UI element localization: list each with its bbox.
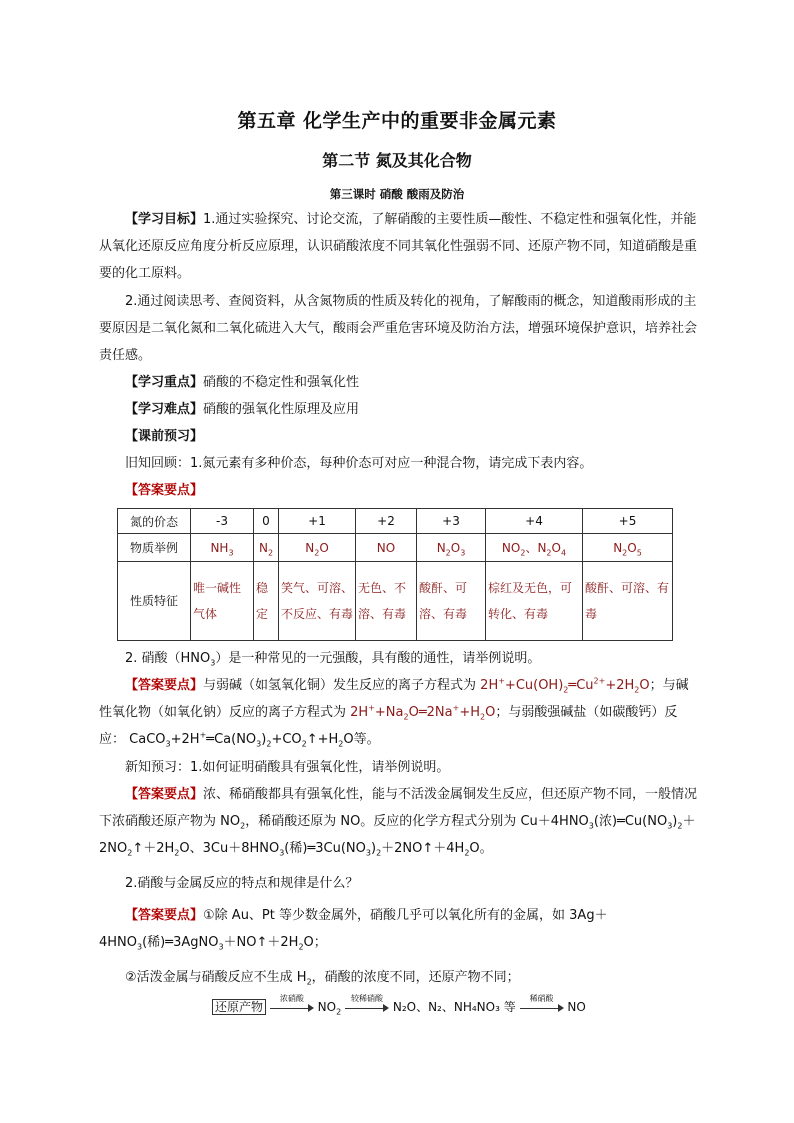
new-answer-2-part-2: ②活泼金属与硝酸反应不生成 $H_2$，硝酸的浓度不同，还原产物不同； xyxy=(125,970,520,987)
table-cell: $NH_3$ xyxy=(191,534,254,562)
table-cell: +2 xyxy=(356,509,417,534)
answer-label-1 xyxy=(99,477,699,504)
learning-objectives-2: 2.通过阅读思考、查阅资料，从含氮物质的性质及转化的视角，了解酸雨的概念，知道酸雨形成的主要原因是二氧化氮和二氧化硫进入大气，酸雨会严重危害环境及防治方法，增强环境保护意识，培养社会责任感。 xyxy=(99,294,698,363)
table-cell: $N_2O_3$ xyxy=(417,534,486,562)
difficulty-label: 【学习难点】 xyxy=(125,402,204,417)
difficulty xyxy=(99,396,699,423)
answer-label: 【答案要点】 xyxy=(125,787,204,802)
chapter-title: 第五章 化学生产中的重要非金属元素 xyxy=(237,110,557,132)
table-cell: $N_2O_5$ xyxy=(583,534,673,562)
lesson-title: 第三课时 硝酸 酸雨及防治 xyxy=(329,187,465,201)
answer-2-text: 等。 xyxy=(353,732,380,747)
table-cell: 唯一碱性气体 xyxy=(191,562,254,641)
table-cell: -3 xyxy=(191,509,254,534)
difficulty-text: 硝酸的强氧化性原理及应用 xyxy=(203,402,360,417)
table-header-cell: 性质特征 xyxy=(118,562,191,641)
arrow-right-icon xyxy=(345,993,389,1014)
question-2-text-b: ）是一种常见的一元强酸，具有酸的通性，请举例说明。 xyxy=(215,651,541,666)
arrow-right-icon xyxy=(520,993,564,1014)
new-answer-2 xyxy=(99,902,699,956)
table-row xyxy=(118,509,673,534)
new-answer-2-text: ，硝酸的浓度不同，还原产物不同； xyxy=(311,970,520,985)
answer-2-text: 与弱碱（如氢氧化铜）发生反应的离子方程式为 xyxy=(203,678,477,693)
new-answer-2-text: ①除 Au、Pt 等少数金属外，硝酸几乎可以氧化所有的金属，如 xyxy=(203,908,566,923)
preview-label: 【课前预习】 xyxy=(125,429,204,444)
preview-heading xyxy=(99,423,699,450)
question-2: 2. 硝酸$(HNO_3)$是一种常见的一元强酸，具有酸的通性，请举例说明。 xyxy=(125,651,541,668)
new-answer-1-text: ，稀硝酸还原为 NO。反应的化学方程式分别为 xyxy=(245,814,517,829)
equation: $2H^++Na_2O═2Na^++H_2O$ xyxy=(350,703,496,722)
section-title: 第二节 氮及其化合物 xyxy=(322,151,472,170)
table-cell: $NO_2$、$N_2O_4$ xyxy=(486,534,583,562)
table-cell: +4 xyxy=(486,509,583,534)
new-question-1: 新知预习：1.如何证明硝酸具有强氧化性，请举例说明。 xyxy=(125,760,450,775)
new-question-2: 2.硝酸与金属反应的特点和规律是什么？ xyxy=(125,876,359,891)
formula: $NO_2$ xyxy=(220,814,246,831)
table-cell: 酸酐、可溶、有毒 xyxy=(583,562,673,641)
table-cell: +5 xyxy=(583,509,673,534)
answer-label: 【答案要点】 xyxy=(125,908,204,923)
nitrogen-valence-table xyxy=(117,508,673,641)
key-point xyxy=(99,369,699,396)
new-answer-1 xyxy=(99,781,699,862)
learning-objectives-1 xyxy=(99,206,699,287)
answer-2-text: ；与弱酸强碱盐（如碳酸钙）反应： xyxy=(99,705,678,747)
table-cell: 棕红及无色，可转化、有毒 xyxy=(486,562,583,641)
answer-label: 【答案要点】 xyxy=(125,483,204,498)
flow-start-box: 还原产物 xyxy=(212,999,266,1015)
table-cell: 酸酐、可溶、有毒 xyxy=(417,562,486,641)
new-answer-2-text: ②活泼金属与硝酸反应不生成 H xyxy=(125,970,307,985)
equation: $3Ag+4HNO_3$(稀)$═3AgNO_3+NO↑+2H_2O$ xyxy=(99,908,608,952)
key-point-text: 硝酸的不稳定性和强氧化性 xyxy=(203,375,360,390)
objectives-label: 【学习目标】 xyxy=(125,212,204,227)
table-cell: 稳定 xyxy=(254,562,279,641)
equation: $2H^++Cu(OH)_2═Cu^{2+}+2H_2O$ xyxy=(480,676,650,695)
equation: $CaCO_3+2H^+═Ca(NO_3)_2+CO_2↑+H_2O$ xyxy=(129,730,354,749)
arrow-label: 较稀硝酸 xyxy=(351,993,384,1003)
flow-end: NO xyxy=(567,1000,586,1014)
answer-label: 【答案要点】 xyxy=(125,678,204,693)
table-cell: 笑气、可溶、不反应、有毒 xyxy=(279,562,356,641)
key-point-label: 【学习重点】 xyxy=(125,375,204,390)
objectives-text-1: 1.通过实验探究、讨论交流，了解硝酸的主要性质—酸性、不稳定性和强氧化性，并能从氧化还原反应角度分析反应原理，认识硝酸浓度不同其氧化性强弱不同、还原产物不同，知道硝酸是重要的化工原料。 xyxy=(99,212,698,281)
equation: $Cu+4HNO_3$(浓)$═Cu(NO_3)_2+2NO_2↑+2H_2O$、$3Cu+8HNO_3$(稀)$═3Cu(NO_3)_2+2NO↑+4H_2O$ xyxy=(99,814,696,858)
table-row xyxy=(118,534,673,562)
flow-product: N₂O、N₂、NH₄NO₃ 等 xyxy=(392,1000,516,1014)
table-row xyxy=(118,562,673,641)
arrow-label: 稀硝酸 xyxy=(529,993,554,1003)
question-2-text-a: 2. 硝酸（HNO xyxy=(125,651,211,666)
answer-2-text: ；与碱性氧化物（如氧化钠）反应的离子方程式为 xyxy=(99,678,689,720)
new-answer-1-text: 。 xyxy=(479,841,493,856)
reduction-product-flow xyxy=(212,993,586,1017)
flow-product: $NO_2$ xyxy=(317,1000,342,1017)
answer-2 xyxy=(99,672,699,753)
table-cell: 无色、不溶、有毒 xyxy=(356,562,417,641)
table-cell: $N_2O$ xyxy=(279,534,356,562)
review-question-1: 旧知回顾：1.氮元素有多种价态，每种价态可对应一种混合物，请完成下表内容。 xyxy=(125,456,593,471)
table-cell: +1 xyxy=(279,509,356,534)
table-header-cell: 氮的价态 xyxy=(118,509,191,534)
new-answer-2-text: ； xyxy=(313,935,327,950)
table-cell: 0 xyxy=(254,509,279,534)
arrow-label: 浓硝酸 xyxy=(279,993,304,1003)
new-answer-1-text: 浓、稀硝酸都具有强氧化性，能与不活泼金属铜发生反应，但还原产物不同，一般情况下浓硝酸还原产物为 xyxy=(99,787,698,829)
table-cell: $N_2$ xyxy=(254,534,279,562)
table-cell: +3 xyxy=(417,509,486,534)
table-header-cell: 物质举例 xyxy=(118,534,191,562)
arrow-right-icon xyxy=(270,993,314,1014)
table-cell: NO xyxy=(356,534,417,562)
